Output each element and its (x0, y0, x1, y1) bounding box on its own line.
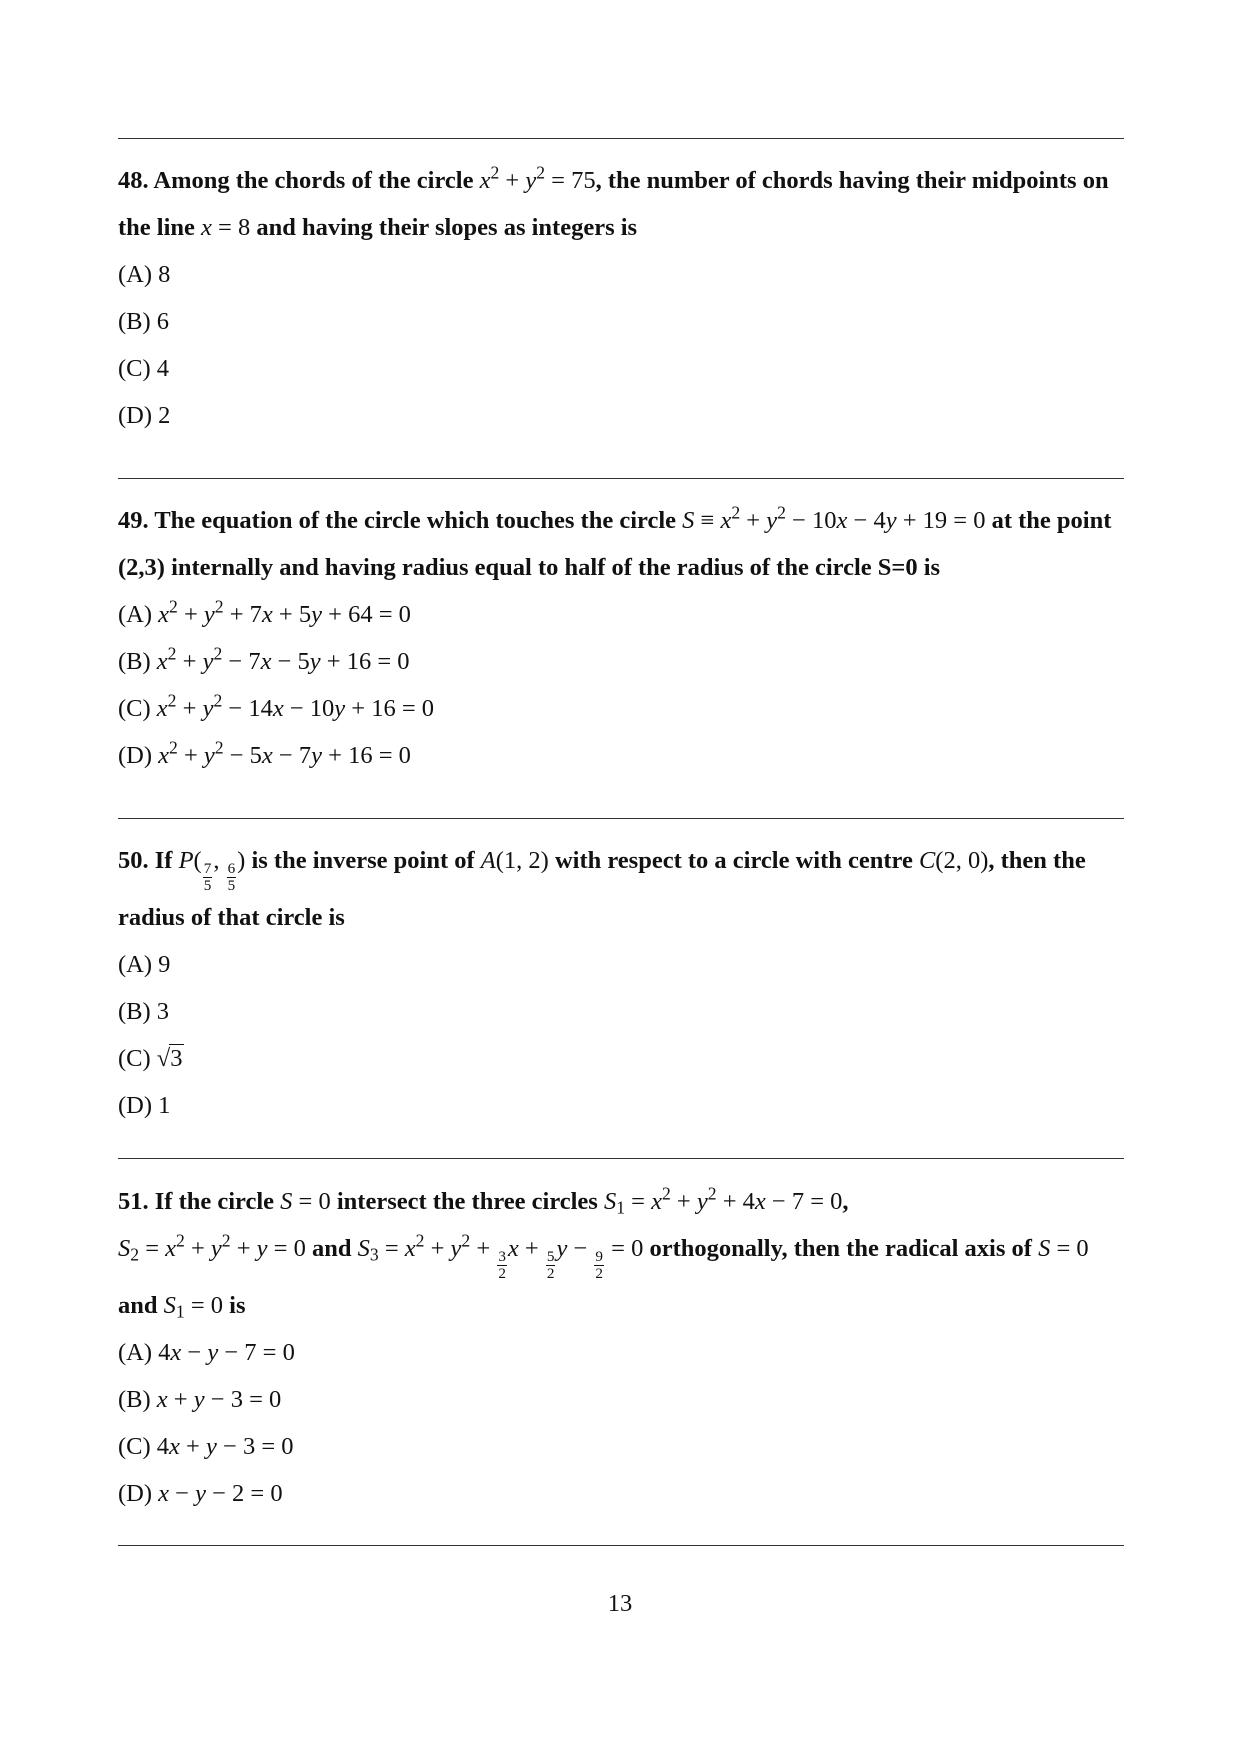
stem-text: at the point (2,3) internally and having radius equal to half of the radius of the circle S=0 is (118, 507, 1112, 581)
stem-text: Among the chords of the circle (153, 167, 474, 194)
option-a[interactable]: (A) 4x − y − 7 = 0 (118, 1339, 295, 1367)
question-48-stem (118, 157, 1128, 251)
stem-text: intersect the three circles (336, 1188, 598, 1215)
stem-math: P( $\frac{7}{5}$ , $\frac{6}{5}$ ) (178, 847, 246, 895)
stem-math: $S_2 = x^2 + y^2 + y = 0$ (118, 1230, 306, 1265)
divider (118, 478, 1124, 479)
stem-text: is (229, 1292, 246, 1320)
question-51-stem: 51. If the circle S = 0 intersect the three circles $S_1 = x^2 + y^2 + 4x - 7 = 0$, $S_2 = x^2 + y^2 + y = 0$ and $S_3 = x^2 + y^2$ + $\frac{3}{2}$ x + $\frac{5}{2}$ y − $\frac{9}{2}$ = 0 orthogonally, then the radical axis of S = 0 and $S_1 = 0$ is (118, 1183, 1089, 1322)
question-number: 50. (118, 847, 149, 874)
option-d[interactable]: (D) $x^2 + y^2 - 5x - 7y + 16 = 0$ (118, 737, 411, 769)
stem-text: If (154, 847, 173, 874)
stem-math: S = 0 (1038, 1235, 1089, 1262)
question-number: 51. (118, 1188, 149, 1215)
option-c[interactable]: (C) $x^2 + y^2 - 14x - 10y + 16 = 0$ (118, 690, 435, 722)
stem-text: is the inverse point of (251, 847, 475, 874)
option-b[interactable]: (B) 3 (118, 998, 170, 1026)
stem-text: orthogonally, then the radical axis of (649, 1235, 1032, 1262)
stem-text: and (312, 1235, 352, 1262)
option-d[interactable]: (D) 2 (118, 402, 171, 429)
option-c[interactable]: (C) 4x + y − 3 = 0 (118, 1433, 294, 1461)
stem-text: and (118, 1292, 158, 1320)
question-49 (118, 497, 1128, 779)
sqrt-3: √3 (156, 1045, 183, 1073)
option-d[interactable]: (D) 1 (118, 1092, 171, 1120)
stem-math: $S_1 = x^2 + y^2 + 4x - 7 = 0$ (603, 1183, 843, 1218)
stem-math: $S_1 = 0$ (163, 1292, 224, 1322)
option-a[interactable]: (A) 8 (118, 261, 171, 288)
question-49-stem (118, 497, 1128, 591)
option-a[interactable]: (A) 9 (118, 951, 171, 979)
stem-math: C(2, 0) (918, 847, 989, 874)
question-50-stem (118, 837, 1128, 941)
divider (118, 1158, 1124, 1159)
option-d[interactable]: (D) x − y − 2 = 0 (118, 1480, 283, 1508)
option-b[interactable]: (B) x + y − 3 = 0 (118, 1386, 282, 1414)
option-b[interactable]: (B) 6 (118, 308, 170, 335)
option-c[interactable]: (C) 4 (118, 355, 170, 382)
question-51 (118, 1178, 1128, 1517)
stem-math: S = 0 (280, 1188, 331, 1215)
question-number: 49. (118, 507, 149, 534)
stem-math: $S_3 = x^2 + y^2$ + $\frac{3}{2}$ x + $\frac{5}{2}$ y − $\frac{9}{2}$ = 0 (357, 1230, 644, 1283)
stem-math: $S \equiv x^2 + y^2 - 10x - 4y + 19 = 0$ (682, 502, 986, 534)
stem-text: , the number of chords having their midpoints on the line (118, 167, 1109, 241)
question-50 (118, 837, 1128, 1129)
divider (118, 818, 1124, 819)
stem-text: and having their slopes as integers is (256, 214, 638, 241)
option-b[interactable]: (B) $x^2 + y^2 - 7x - 5y + 16 = 0$ (118, 643, 410, 675)
stem-text: , then the radius of that circle is (118, 847, 1086, 932)
stem-text: with respect to a circle with centre (554, 847, 913, 874)
stem-text: If the circle (154, 1188, 275, 1215)
question-number: 48. (118, 167, 149, 194)
stem-math: x = 8 (201, 214, 251, 241)
option-a[interactable]: (A) $x^2 + y^2 + 7x + 5y + 64 = 0$ (118, 596, 411, 628)
page-number: 13 (607, 1590, 633, 1617)
stem-math: A(1, 2) (480, 847, 549, 874)
question-48 (118, 157, 1128, 439)
divider-top (118, 138, 1124, 139)
stem-text: The equation of the circle which touches the circle (154, 507, 677, 534)
stem-math: $x^2 + y^2 = 75$ (479, 162, 596, 194)
divider-bottom (118, 1545, 1124, 1546)
option-c[interactable]: (C) √3 (118, 1035, 1128, 1082)
